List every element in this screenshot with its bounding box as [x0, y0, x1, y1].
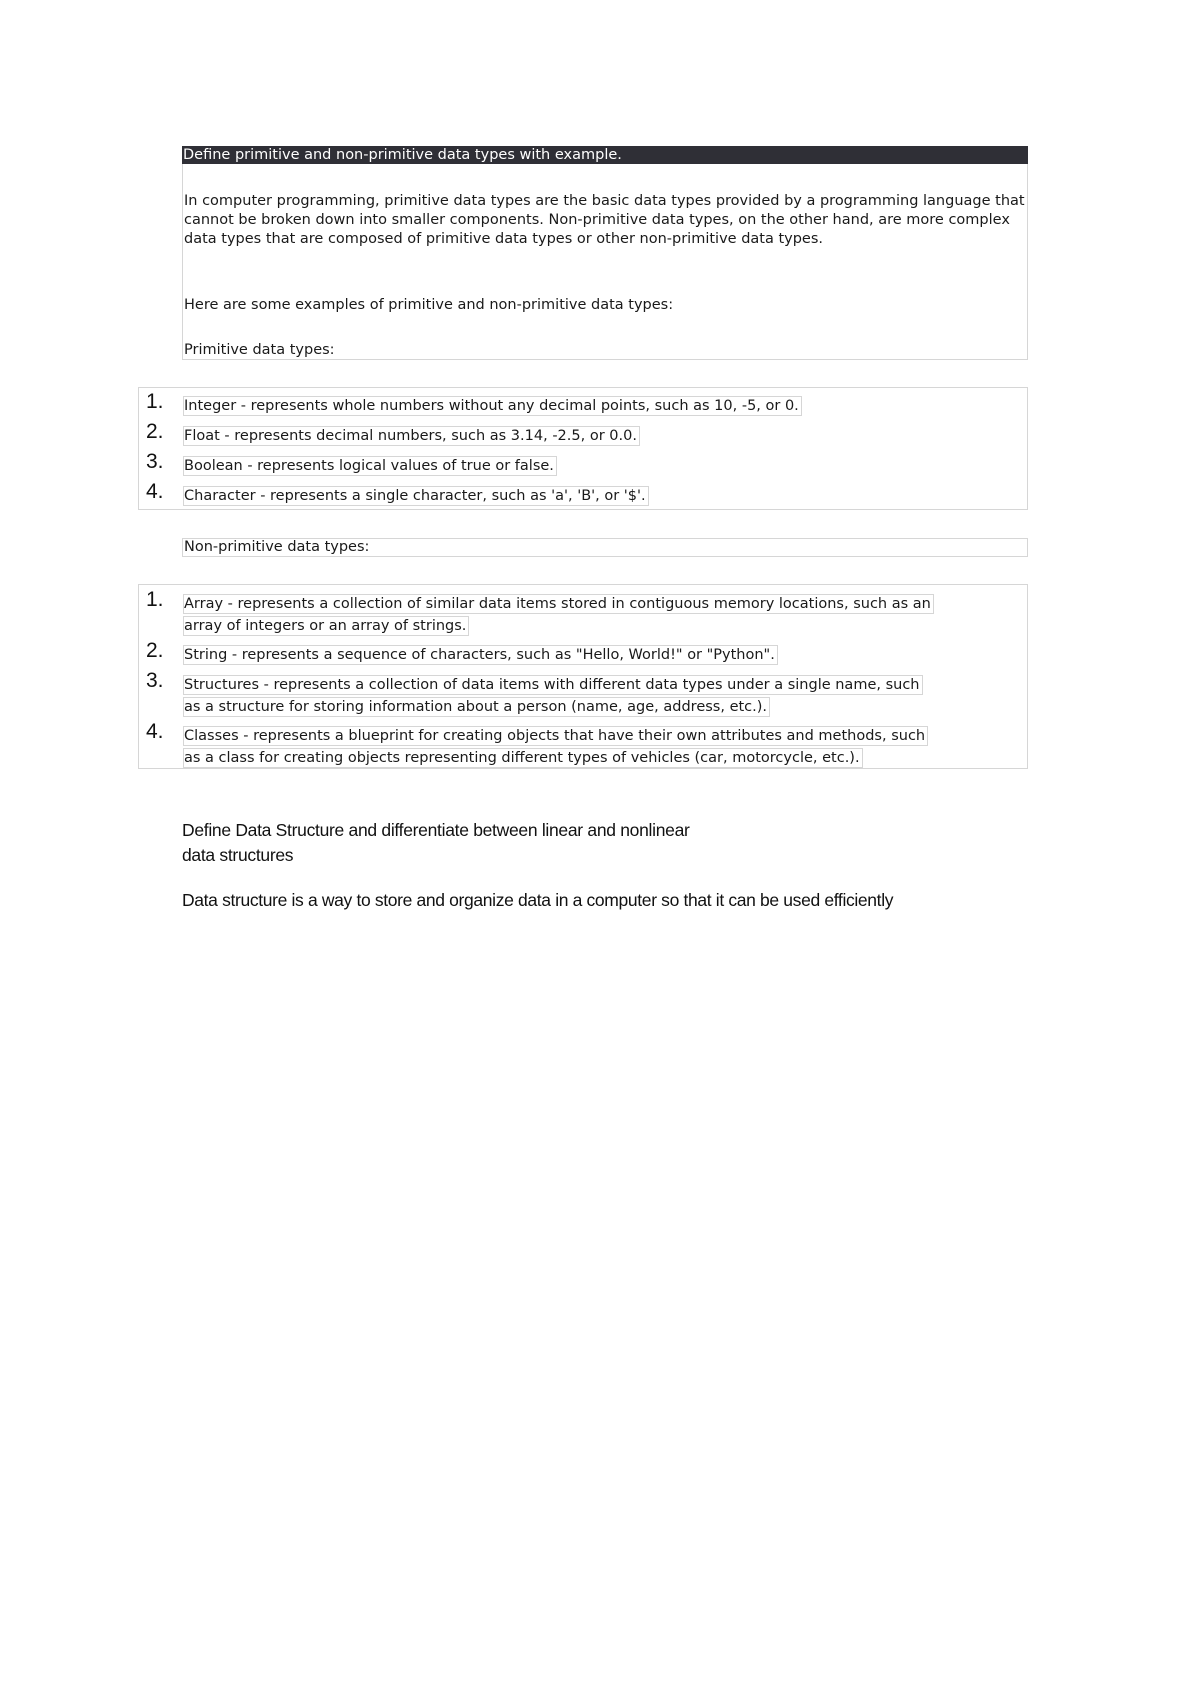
question-2-heading-line2: data structures	[182, 845, 294, 865]
intro-paragraph: In computer programming, primitive data types are the basic data types provided by a programming language that cannot be broken down into smaller components. Non-primitive data types, on the other hand, are more complex data types that are composed of primitive data types or other non-primitive data types.	[184, 193, 1025, 248]
list-item-text: Integer - represents whole numbers without any decimal points, such as 10, -5, or 0.	[183, 396, 802, 416]
list-item-text: Boolean - represents logical values of true or false.	[183, 456, 557, 476]
list-number: 3.	[146, 669, 164, 692]
intro-section	[182, 164, 1028, 360]
list-number: 4.	[146, 720, 164, 743]
examples-intro: Here are some examples of primitive and non-primitive data types:	[184, 297, 674, 313]
list-number: 3.	[146, 450, 164, 473]
list-number: 2.	[146, 420, 164, 443]
list-item-text-line1: Structures - represents a collection of data items with different data types under a single name, such	[183, 675, 923, 695]
list-item-text-line1: String - represents a sequence of characters, such as "Hello, World!" or "Python".	[183, 645, 778, 665]
list-number: 4.	[146, 480, 164, 503]
list-number: 2.	[146, 639, 164, 662]
list-item-text: Character - represents a single character, such as 'a', 'B', or '$'.	[183, 486, 649, 506]
list-item-text-line2: array of integers or an array of strings.	[183, 616, 469, 636]
list-item-text: Float - represents decimal numbers, such as 3.14, -2.5, or 0.0.	[183, 426, 640, 446]
primitive-list	[138, 387, 1028, 510]
non-primitive-label: Non-primitive data types:	[182, 538, 1028, 557]
question-2-heading-line1: Define Data Structure and differentiate between linear and nonlinear	[182, 820, 690, 840]
list-number: 1.	[146, 588, 164, 611]
question-2-heading	[182, 818, 802, 868]
question-heading: Define primitive and non-primitive data types with example.	[182, 146, 1028, 164]
primitive-label: Primitive data types:	[184, 342, 335, 358]
question-2-answer: Data structure is a way to store and organize data in a computer so that it can be used efficiently	[182, 890, 894, 910]
list-item-text-line1: Array - represents a collection of similar data items stored in contiguous memory locations, such as an	[183, 594, 934, 614]
list-number: 1.	[146, 390, 164, 413]
non-primitive-list	[138, 584, 1028, 769]
list-item-text-line1: Classes - represents a blueprint for creating objects that have their own attributes and methods, such	[183, 726, 928, 746]
list-item-text-line2: as a class for creating objects representing different types of vehicles (car, motorcycle, etc.).	[183, 748, 863, 768]
list-item-text-line2: as a structure for storing information about a person (name, age, address, etc.).	[183, 697, 770, 717]
